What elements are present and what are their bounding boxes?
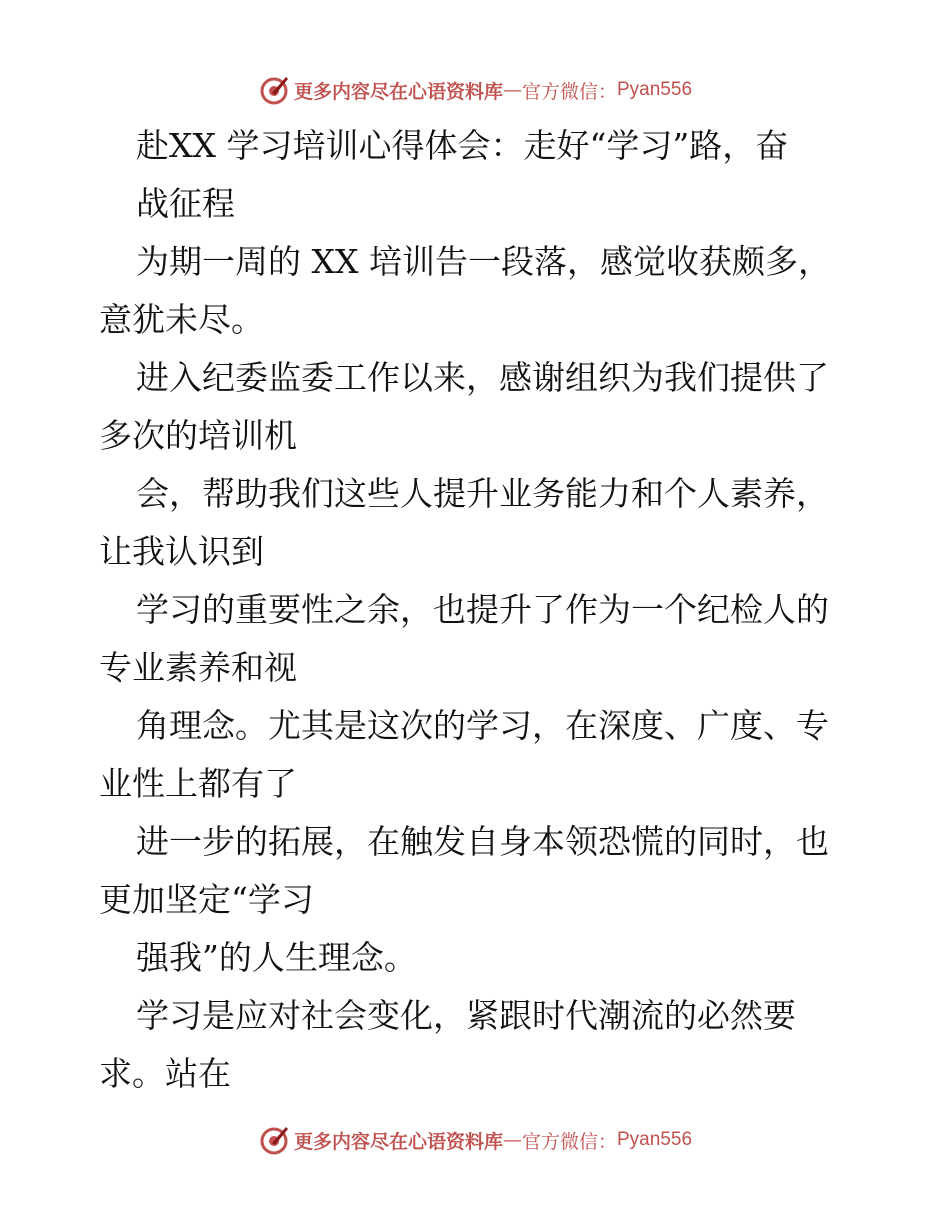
- header-wechat-id: Pyan556: [617, 79, 693, 100]
- quill-logo-icon: [258, 1124, 290, 1156]
- doc-line: 业性上都有了: [99, 764, 297, 803]
- header-wechat-label: 官方微信：: [521, 80, 617, 103]
- doc-line: 专业素养和视: [99, 648, 297, 687]
- header-brand: 更多内容尽在心语资料库: [293, 80, 503, 103]
- footer-wechat-label: 官方微信：: [521, 1130, 617, 1153]
- footer-wechat-id: Pyan556: [617, 1129, 693, 1150]
- doc-line: 角理念。尤其是这次的学习，在深度、广度、专: [136, 706, 829, 745]
- doc-line: 为期一周的 XX 培训告一段落，感觉收获颇多，: [136, 242, 831, 281]
- doc-line: 多次的培训机: [99, 416, 297, 455]
- footer-separator: —: [502, 1129, 522, 1151]
- doc-line: 进一步的拓展，在触发自身本领恐慌的同时，也: [136, 822, 829, 861]
- doc-line: 让我认识到: [99, 532, 264, 571]
- header-separator: —: [502, 79, 522, 101]
- doc-line: 学习是应对社会变化，紧跟时代潮流的必然要: [136, 996, 796, 1035]
- document-body: [99, 117, 859, 1103]
- doc-line: 会，帮助我们这些人提升业务能力和个人素养，: [136, 474, 829, 513]
- footer-watermark: [0, 1120, 950, 1160]
- doc-title-line-1: 赴XX 学习培训心得体会：走好“学习”路，奋: [136, 126, 789, 165]
- header-watermark: [0, 70, 950, 110]
- doc-title-line-2: 战征程: [136, 184, 235, 223]
- doc-line: 学习的重要性之余，也提升了作为一个纪检人的: [136, 590, 829, 629]
- doc-line: 进入纪委监委工作以来，感谢组织为我们提供了: [136, 358, 829, 397]
- footer-brand: 更多内容尽在心语资料库: [293, 1130, 503, 1153]
- doc-line: 求。站在: [99, 1054, 231, 1093]
- quill-logo-icon: [258, 74, 290, 106]
- doc-line: 强我”的人生理念。: [136, 938, 417, 977]
- doc-line: 意犹未尽。: [99, 300, 264, 339]
- doc-line: 更加坚定“学习: [99, 880, 314, 919]
